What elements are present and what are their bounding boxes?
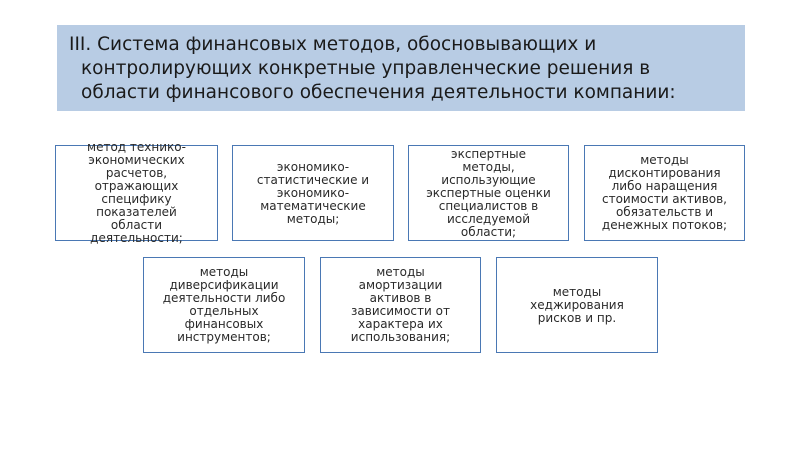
title-banner bbox=[57, 25, 745, 111]
method-text-amortization: методы амортизации активов в зависимости от характера их использования; bbox=[350, 265, 451, 344]
method-box-hedging bbox=[496, 257, 658, 353]
method-text-diversification: методы диверсификации деятельности либо отдельных финансовых инструментов; bbox=[162, 265, 286, 344]
method-box-technical-economic bbox=[55, 140, 218, 245]
method-box-statistical-mathematical bbox=[232, 145, 394, 241]
method-text-discounting: методы дисконтирования либо наращения стоимости активов, обязательств и денежных потоков; bbox=[601, 153, 728, 232]
method-text-hedging: методы хеджирования рисков и пр. bbox=[530, 284, 624, 325]
method-box-diversification bbox=[143, 257, 305, 353]
method-box-amortization bbox=[320, 257, 481, 353]
method-text-technical-economic: метод технико- экономических расчетов, отражающих специфику показателей области деятельности; bbox=[87, 140, 186, 245]
method-text-expert: экспертные методы, использующие экспертные оценки специалистов в исследуемой области; bbox=[426, 146, 551, 239]
method-text-statistical-mathematical: экономико- статистические и экономико- математические методы; bbox=[256, 159, 370, 226]
title-line-1: III. Система финансовых методов, обосновывающих и bbox=[69, 34, 597, 55]
method-box-expert bbox=[408, 145, 569, 241]
method-box-discounting bbox=[584, 145, 745, 241]
title-line-2: контролирующих конкретные управленческие решения в bbox=[81, 58, 651, 79]
title-line-3: области финансового обеспечения деятельности компании: bbox=[81, 82, 676, 103]
